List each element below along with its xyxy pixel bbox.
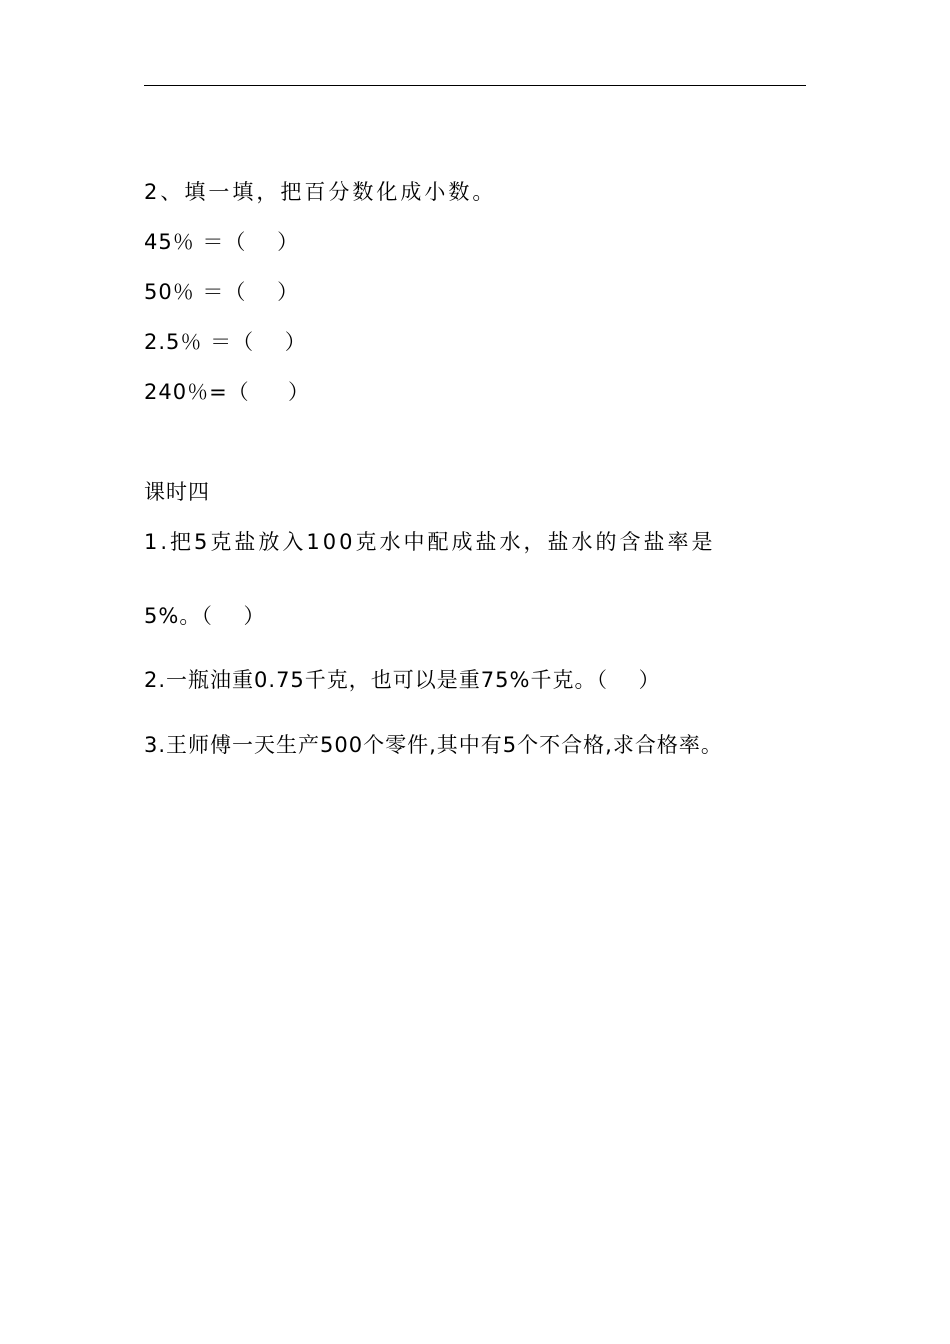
question-2: 2.一瓶油重0.75千克，也可以是重75%千克。（ ） xyxy=(144,668,661,692)
fill-item-50: 50％ ＝（ ） xyxy=(144,280,300,304)
section2-heading: 2、填一填，把百分数化成小数。 xyxy=(144,180,497,204)
lesson4-title: 课时四 xyxy=(144,480,210,504)
header-rule xyxy=(144,85,806,86)
question-1-line-1: 1.把5克盐放入100克水中配成盐水，盐水的含盐率是 xyxy=(144,530,716,554)
fill-item-45: 45％ ＝（ ） xyxy=(144,230,300,254)
question-1-line-2: 5%。（ ） xyxy=(144,604,266,628)
fill-item-2-5: 2.5％ ＝（ ） xyxy=(144,330,307,354)
fill-item-240: 240％=（ ） xyxy=(144,380,311,404)
question-3: 3.王师傅一天生产500个零件,其中有5个不合格,求合格率。 xyxy=(144,733,723,757)
